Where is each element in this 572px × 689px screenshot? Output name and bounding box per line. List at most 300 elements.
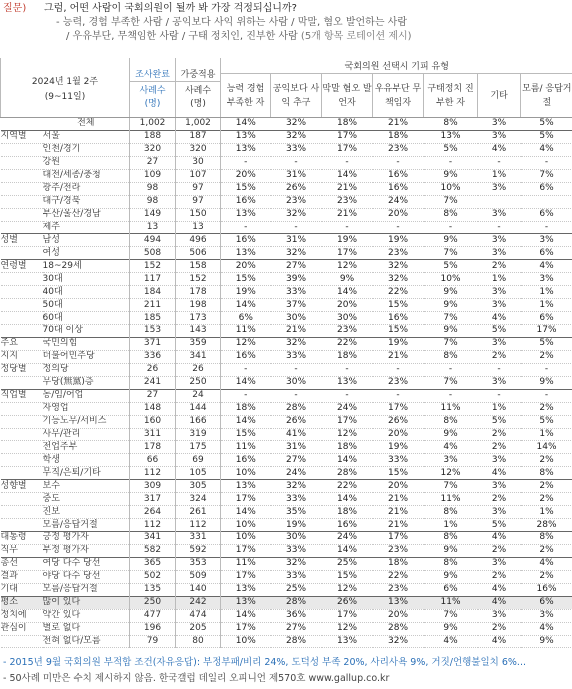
row-label: 모름/응답거절 (43, 583, 130, 596)
row-value: 7% (424, 337, 478, 350)
row-value: 17% (221, 570, 271, 583)
row-category (1, 118, 43, 131)
row-label: 무직/은퇴/기타 (43, 467, 130, 480)
column-header: 모름/ 응답거절 (521, 74, 572, 118)
row-weighted-count: 341 (176, 350, 221, 363)
row-value: - (271, 221, 322, 234)
row-weighted-count: 305 (176, 480, 221, 493)
row-weighted-count: 506 (176, 247, 221, 260)
row-value: 3% (478, 609, 521, 622)
row-value: - (424, 389, 478, 402)
row-value: 8% (521, 467, 572, 480)
column-header: 우유부단 무책임자 (373, 74, 424, 118)
row-weighted-count: 80 (176, 635, 221, 648)
row-sample-count: 79 (130, 635, 176, 648)
row-value: - (521, 389, 572, 402)
row-value: 4% (478, 583, 521, 596)
row-sample-count: 211 (130, 299, 176, 312)
sample-top: 조사완료 (130, 66, 175, 82)
row-sample-count: 112 (130, 467, 176, 480)
row-label: 야당 다수 당선 (43, 570, 130, 583)
row-value: 3% (478, 130, 521, 143)
row-value: 10% (424, 182, 478, 195)
row-weighted-count: 112 (176, 519, 221, 532)
row-value: 5% (424, 143, 478, 156)
row-value: 14% (521, 441, 572, 454)
row-value: 5% (521, 415, 572, 428)
row-sample-count: 148 (130, 402, 176, 415)
row-value: 32% (271, 130, 322, 143)
row-value: - (271, 363, 322, 376)
row-sample-count: 152 (130, 260, 176, 273)
row-sample-count: 582 (130, 544, 176, 557)
row-value: 32% (271, 118, 322, 131)
row-value: 7% (424, 312, 478, 325)
row-value: 21% (373, 118, 424, 131)
row-value: 13% (221, 208, 271, 221)
row-value: 18% (322, 506, 373, 519)
row-category: 대통령 (1, 532, 43, 545)
row-value: 26% (271, 182, 322, 195)
row-value: 3% (478, 480, 521, 493)
row-value: 14% (322, 286, 373, 299)
results-table (0, 58, 572, 648)
row-value: 32% (271, 557, 322, 570)
row-sample-count: 250 (130, 596, 176, 609)
row-value: 23% (373, 247, 424, 260)
row-value: 22% (373, 570, 424, 583)
row-value: 32% (373, 260, 424, 273)
row-weighted-count: 105 (176, 467, 221, 480)
table-row (1, 467, 572, 480)
row-value: 13% (221, 130, 271, 143)
row-sample-count: 98 (130, 195, 176, 208)
row-value: 24% (322, 532, 373, 545)
row-sample-count: 160 (130, 415, 176, 428)
row-value: 28% (271, 635, 322, 648)
row-value: 4% (521, 260, 572, 273)
row-value: 5% (521, 130, 572, 143)
row-value: 6% (521, 208, 572, 221)
row-value: 5% (478, 325, 521, 338)
row-value: 16% (322, 519, 373, 532)
row-value: 27% (271, 260, 322, 273)
question-label: 질문) (3, 3, 27, 14)
row-value: 5% (424, 260, 478, 273)
row-value: 9% (521, 376, 572, 389)
row-value: 9% (424, 234, 478, 247)
row-value: 18% (322, 441, 373, 454)
row-value: 14% (322, 544, 373, 557)
table-row (1, 583, 572, 596)
weighted-header (176, 58, 221, 118)
table-row (1, 234, 572, 247)
table-row (1, 143, 572, 156)
row-value: 8% (424, 506, 478, 519)
row-value: 17% (322, 415, 373, 428)
table-row (1, 609, 572, 622)
row-weighted-count: 175 (176, 441, 221, 454)
row-value: 4% (521, 557, 572, 570)
weighted-top: 가중적용 (176, 66, 220, 82)
row-category (1, 299, 43, 312)
row-value: 31% (271, 234, 322, 247)
row-value: 5% (478, 415, 521, 428)
row-sample-count: 477 (130, 609, 176, 622)
table-row (1, 519, 572, 532)
row-value: 8% (424, 350, 478, 363)
row-value: 14% (322, 169, 373, 182)
row-weighted-count: 496 (176, 234, 221, 247)
row-sample-count: 311 (130, 428, 176, 441)
row-value: 8% (424, 532, 478, 545)
row-value: 32% (271, 337, 322, 350)
row-value: 17% (373, 532, 424, 545)
row-weighted-count: 143 (176, 325, 221, 338)
row-weighted-count: 242 (176, 596, 221, 609)
row-category (1, 221, 43, 234)
row-value: 4% (478, 143, 521, 156)
question-options-2 (66, 30, 412, 44)
row-category (1, 493, 43, 506)
row-value: 4% (478, 635, 521, 648)
row-value: - (221, 221, 271, 234)
row-value: 23% (271, 195, 322, 208)
row-category (1, 195, 43, 208)
table-row (1, 428, 572, 441)
row-value: 19% (373, 234, 424, 247)
row-value: - (424, 363, 478, 376)
row-label: 광주/전라 (43, 182, 130, 195)
table-row (1, 273, 572, 286)
row-value: 7% (424, 480, 478, 493)
row-category (1, 441, 43, 454)
row-value: 2% (478, 622, 521, 635)
row-value: 10% (221, 532, 271, 545)
row-value: - (221, 363, 271, 376)
row-category (1, 325, 43, 338)
row-value: 23% (322, 325, 373, 338)
row-weighted-count: 187 (176, 130, 221, 143)
row-value: 3% (478, 286, 521, 299)
row-category (1, 169, 43, 182)
row-sample-count: 27 (130, 389, 176, 402)
column-header: 기타 (478, 74, 521, 118)
row-value: 30% (271, 532, 322, 545)
row-weighted-count: 26 (176, 363, 221, 376)
row-value: 3% (478, 299, 521, 312)
row-label: 부정 평가자 (43, 544, 130, 557)
row-value: 2% (521, 454, 572, 467)
row-value: 17% (521, 325, 572, 338)
row-sample-count: 109 (130, 169, 176, 182)
table-row (1, 156, 572, 169)
row-label: 70대 이상 (43, 325, 130, 338)
table-row (1, 195, 572, 208)
row-value: 3% (478, 234, 521, 247)
row-value: 15% (221, 428, 271, 441)
row-value: 30% (271, 312, 322, 325)
table-row (1, 506, 572, 519)
row-value: 11% (424, 493, 478, 506)
row-value: 1% (424, 519, 478, 532)
row-value: 8% (424, 118, 478, 131)
row-value: 8% (521, 532, 572, 545)
row-value: 33% (271, 286, 322, 299)
row-value: 12% (322, 428, 373, 441)
row-value: 1% (521, 299, 572, 312)
row-value: 4% (478, 532, 521, 545)
row-category: 직업별 (1, 389, 43, 402)
row-weighted-count: 152 (176, 273, 221, 286)
row-value: 15% (373, 325, 424, 338)
row-weighted-count: 97 (176, 195, 221, 208)
row-value: 25% (322, 557, 373, 570)
row-sample-count: 502 (130, 570, 176, 583)
row-value: 30% (271, 376, 322, 389)
row-label: 기능노무/서비스 (43, 415, 130, 428)
row-value: 23% (373, 583, 424, 596)
row-value: 10% (221, 635, 271, 648)
row-category: 성향별 (1, 480, 43, 493)
question-block (0, 0, 572, 58)
period-line2: (9~11일) (44, 91, 86, 102)
row-value: 13% (322, 376, 373, 389)
row-sample-count: 317 (130, 493, 176, 506)
row-value: 14% (322, 493, 373, 506)
row-value: 8% (424, 557, 478, 570)
table-row (1, 376, 572, 389)
row-value: 17% (221, 493, 271, 506)
table-row (1, 480, 572, 493)
row-value: 22% (373, 286, 424, 299)
row-value: 7% (424, 376, 478, 389)
column-header: 구태정치 진부한 자 (424, 74, 478, 118)
row-category: 총선 (1, 557, 43, 570)
row-value: 17% (221, 544, 271, 557)
row-value: 22% (322, 480, 373, 493)
row-value: 31% (271, 169, 322, 182)
row-sample-count: 264 (130, 506, 176, 519)
row-value: 23% (373, 143, 424, 156)
row-value: 7% (424, 247, 478, 260)
row-value: 32% (373, 635, 424, 648)
row-value: - (221, 156, 271, 169)
row-value: 36% (271, 609, 322, 622)
table-row (1, 118, 572, 131)
row-value: 14% (221, 376, 271, 389)
row-category (1, 247, 43, 260)
row-value: 9% (424, 570, 478, 583)
row-sample-count: 153 (130, 325, 176, 338)
row-value: 4% (521, 622, 572, 635)
table-row (1, 402, 572, 415)
row-value: 14% (322, 454, 373, 467)
row-value: 21% (322, 208, 373, 221)
row-category: 관심이 (1, 622, 43, 635)
row-category (1, 312, 43, 325)
row-value: 4% (478, 312, 521, 325)
row-label: 전혀 없다/모름 (43, 635, 130, 648)
row-value: 20% (221, 169, 271, 182)
row-sample-count: 365 (130, 557, 176, 570)
row-value: 12% (322, 622, 373, 635)
table-row (1, 415, 572, 428)
row-value: - (521, 156, 572, 169)
group-title: 국회의원 선택시 기피 유형 (221, 58, 572, 74)
column-header: 능력 경험 부족한 자 (221, 74, 271, 118)
table-row (1, 622, 572, 635)
row-category: 연령별 (1, 260, 43, 273)
row-weighted-count: 250 (176, 376, 221, 389)
row-weighted-count: 178 (176, 286, 221, 299)
row-value: 3% (478, 247, 521, 260)
row-label: 인천/경기 (43, 143, 130, 156)
row-value: 10% (221, 519, 271, 532)
footer-note-2015: - 2015년 9월 국회의원 부적합 조건(자유응답): 부정부패/비리 24%, 도덕성 부족 20%, 사리사욕 9%, 거짓/언행불일치 6%... (3, 657, 526, 668)
row-weighted-count: 474 (176, 609, 221, 622)
row-category: 결과 (1, 570, 43, 583)
footer-source: - 50사례 미만은 수치 제시하지 않음. 한국갤럽 데일리 오피니언 제570호 www.gallup.co.kr (3, 673, 390, 684)
row-label: 50대 (43, 299, 130, 312)
table-row (1, 544, 572, 557)
row-value: 9% (424, 428, 478, 441)
row-weighted-count: 261 (176, 506, 221, 519)
row-label: 별로 없다 (43, 622, 130, 635)
row-category: 정당별 (1, 363, 43, 376)
row-value: 17% (322, 247, 373, 260)
table-row (1, 260, 572, 273)
row-value: 2% (478, 544, 521, 557)
row-weighted-count: 158 (176, 260, 221, 273)
row-value: 24% (322, 402, 373, 415)
table-row (1, 299, 572, 312)
row-value: 19% (322, 234, 373, 247)
row-value: 3% (478, 118, 521, 131)
row-value: 16% (221, 234, 271, 247)
row-value: - (322, 156, 373, 169)
row-value: 35% (271, 506, 322, 519)
row-category (1, 454, 43, 467)
row-value (478, 195, 521, 208)
row-weighted-count: 97 (176, 182, 221, 195)
row-value: 13% (424, 130, 478, 143)
row-label: 남성 (43, 234, 130, 247)
row-sample-count: 185 (130, 312, 176, 325)
weighted-bottom: 사례수 (명) (184, 85, 212, 109)
row-sample-count: 26 (130, 363, 176, 376)
row-weighted-count: 198 (176, 299, 221, 312)
row-sample-count: 184 (130, 286, 176, 299)
row-sample-count: 13 (130, 221, 176, 234)
row-weighted-count: 144 (176, 402, 221, 415)
row-value: 12% (322, 583, 373, 596)
period-header (1, 58, 130, 118)
row-value: 18% (221, 402, 271, 415)
row-value: 28% (521, 519, 572, 532)
table-row (1, 493, 572, 506)
row-value: 16% (221, 195, 271, 208)
row-value: 9% (322, 273, 373, 286)
row-value (521, 195, 572, 208)
row-value: 5% (521, 118, 572, 131)
table-row (1, 208, 572, 221)
row-sample-count: 188 (130, 130, 176, 143)
row-value: 26% (373, 415, 424, 428)
row-value: 22% (322, 337, 373, 350)
table-row (1, 532, 572, 545)
table-row (1, 312, 572, 325)
row-value: 18% (322, 350, 373, 363)
row-label: 60대 (43, 312, 130, 325)
row-value: 10% (424, 273, 478, 286)
sample-bottom: 사례수 (명) (139, 85, 166, 109)
row-label: 보수 (43, 480, 130, 493)
row-category: 성별 (1, 234, 43, 247)
row-category (1, 428, 43, 441)
row-value: 20% (221, 260, 271, 273)
row-value: 3% (521, 234, 572, 247)
row-sample-count: 494 (130, 234, 176, 247)
period-line1: 2024년 1월 2주 (31, 76, 99, 87)
row-value: 14% (221, 506, 271, 519)
row-category (1, 273, 43, 286)
row-value: 4% (424, 635, 478, 648)
row-value: - (424, 156, 478, 169)
row-value: 25% (271, 583, 322, 596)
row-label: 중도 (43, 493, 130, 506)
row-value: 13% (221, 143, 271, 156)
row-value: 31% (271, 441, 322, 454)
row-value: - (373, 156, 424, 169)
table-row (1, 441, 572, 454)
column-header: 막말 혐오 발언자 (322, 74, 373, 118)
row-value: 13% (221, 480, 271, 493)
row-value: 16% (221, 454, 271, 467)
row-value: 13% (322, 635, 373, 648)
row-value: 14% (221, 415, 271, 428)
row-value: 6% (521, 182, 572, 195)
row-value: 7% (424, 609, 478, 622)
table-row (1, 221, 572, 234)
row-value: 9% (521, 635, 572, 648)
row-category: 기대 (1, 583, 43, 596)
row-category (1, 156, 43, 169)
row-value: 24% (271, 467, 322, 480)
row-value: 2% (478, 260, 521, 273)
row-value: 7% (521, 169, 572, 182)
row-label: 부산/울산/경남 (43, 208, 130, 221)
row-label: 대전/세종/충청 (43, 169, 130, 182)
row-label: 긍정 평가자 (43, 532, 130, 545)
row-value: 26% (271, 415, 322, 428)
row-value: 5% (478, 519, 521, 532)
row-value: 13% (373, 596, 424, 609)
row-category (1, 467, 43, 480)
row-value: 20% (373, 428, 424, 441)
row-value: 33% (271, 493, 322, 506)
row-value: 6% (521, 596, 572, 609)
row-value: 16% (373, 169, 424, 182)
row-weighted-count: 359 (176, 337, 221, 350)
row-label: 전체 (43, 118, 130, 131)
row-value: 32% (271, 480, 322, 493)
row-weighted-count: 150 (176, 208, 221, 221)
row-label: 정의당 (43, 363, 130, 376)
row-value: 2% (521, 544, 572, 557)
row-value: 12% (322, 260, 373, 273)
row-value: 1% (478, 402, 521, 415)
